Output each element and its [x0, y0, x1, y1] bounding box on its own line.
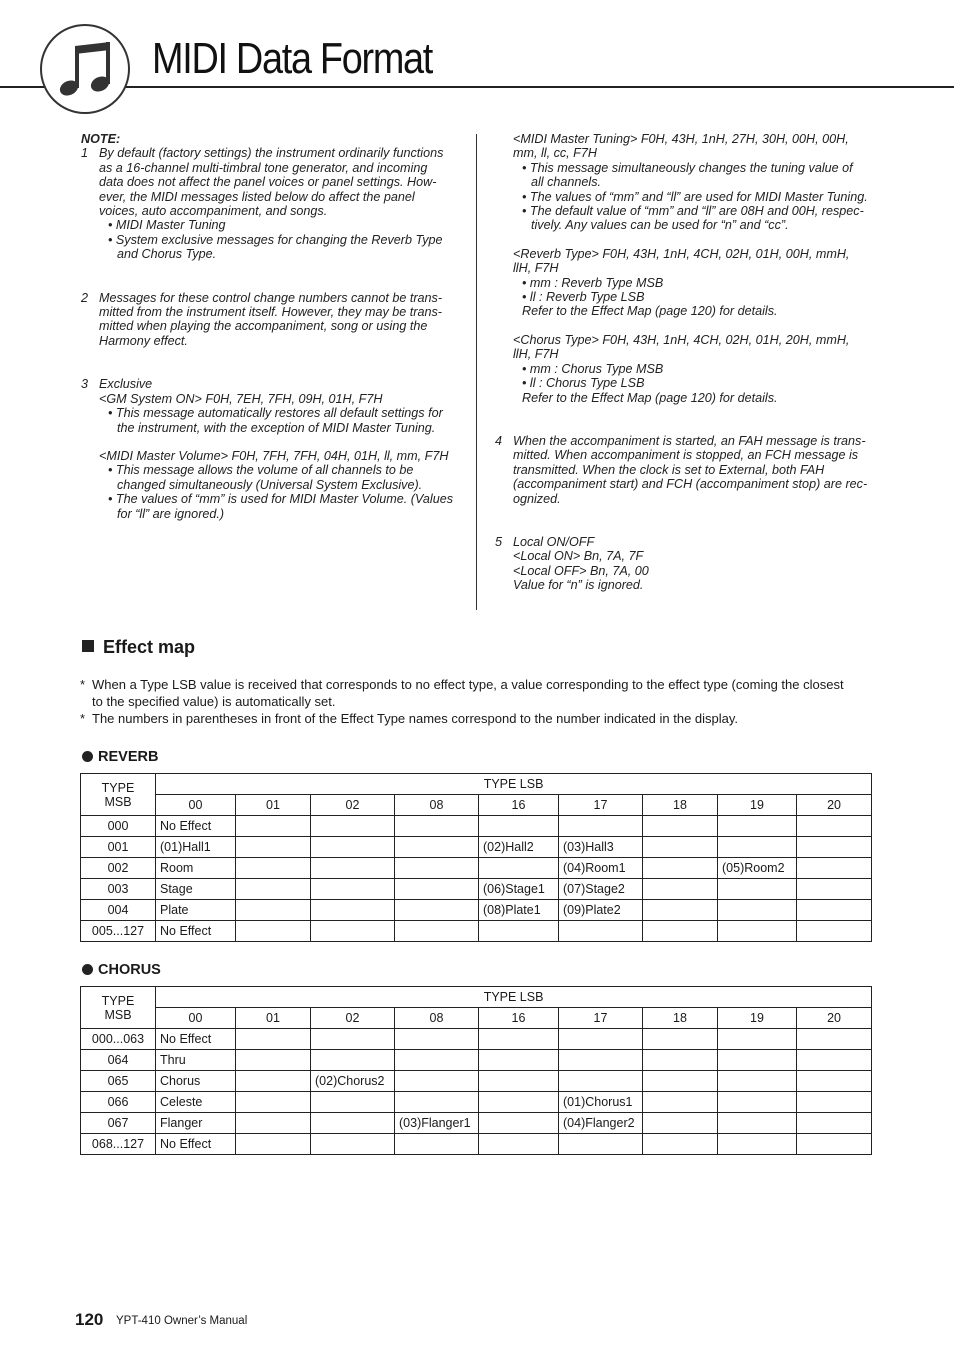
note-line: <Reverb Type> F0H, 43H, 1nH, 4CH, 02H, 01H, 00H, mmH, [513, 246, 850, 261]
effect-cell [797, 900, 872, 921]
lsb-column-header: 01 [236, 795, 311, 816]
note-2 [81, 291, 461, 349]
chorus-subheading [82, 962, 161, 978]
msb-cell: 005...127 [81, 921, 156, 942]
effect-cell [559, 1071, 643, 1092]
msb-cell: 000 [81, 816, 156, 837]
footnote-2 [80, 710, 880, 727]
effect-cell [395, 879, 479, 900]
page-title: MIDI Data Format [152, 34, 433, 83]
effect-cell [718, 1134, 797, 1155]
effect-cell: (04)Room1 [559, 858, 643, 879]
effect-cell: (04)Flanger2 [559, 1113, 643, 1134]
note-line: <Local ON> Bn, 7A, 7F [513, 549, 644, 564]
msb-cell: 064 [81, 1050, 156, 1071]
effect-cell [718, 1113, 797, 1134]
type-msb-line: MSB [104, 794, 132, 809]
effect-cell: (02)Hall2 [479, 837, 559, 858]
note-number: 2 [81, 290, 89, 305]
reverb-table [80, 773, 872, 942]
lsb-column-header: 18 [643, 1008, 718, 1029]
lsb-column-header: 02 [311, 1008, 395, 1029]
effect-cell [718, 879, 797, 900]
note-number: 1 [81, 146, 89, 161]
effect-cell [718, 900, 797, 921]
effect-cell: (07)Stage2 [559, 879, 643, 900]
table-row [81, 900, 872, 921]
note-bullet: • ll : Reverb Type LSB [522, 290, 645, 305]
effect-cell [643, 837, 718, 858]
msb-cell: 002 [81, 858, 156, 879]
effect-map-heading [82, 637, 195, 658]
column-divider [476, 134, 477, 610]
effect-cell [236, 837, 311, 858]
table-row [81, 1134, 872, 1155]
note-bullet: • The default value of “mm” and “ll” are 08H and 00H, respec- [522, 204, 864, 219]
effect-cell: No Effect [156, 1029, 236, 1050]
note-bullet: • The values of “mm” is used for MIDI Master Volume. (Values [108, 492, 454, 507]
note-line: <MIDI Master Volume> F0H, 7FH, 7FH, 04H, 01H, ll, mm, F7H [99, 448, 449, 463]
lsb-column-header: 20 [797, 1008, 872, 1029]
effect-cell [643, 900, 718, 921]
effect-cell: (03)Flanger1 [395, 1113, 479, 1134]
effect-cell [311, 1113, 395, 1134]
effect-cell [643, 879, 718, 900]
type-msb-header [81, 987, 156, 1029]
effect-cell [236, 879, 311, 900]
effect-cell [718, 1092, 797, 1113]
note-3 [81, 377, 461, 521]
lsb-column-header: 00 [156, 795, 236, 816]
note-line: mitted when playing the accompaniment, song or using the [99, 319, 428, 334]
note-line: ognized. [513, 491, 561, 506]
effect-map-footnotes [80, 676, 880, 727]
effect-cell [236, 1050, 311, 1071]
effect-cell: Room [156, 858, 236, 879]
note-line: Refer to the Effect Map (page 120) for details. [522, 304, 778, 319]
page-number: 120 [75, 1310, 104, 1329]
bullet-dot-icon [82, 964, 93, 975]
effect-cell [479, 858, 559, 879]
note-number: 5 [495, 534, 503, 549]
table-row [81, 1113, 872, 1134]
table-row [81, 1050, 872, 1071]
msb-cell: 068...127 [81, 1134, 156, 1155]
asterisk: * [80, 711, 86, 726]
note-line: llH, F7H [513, 261, 559, 276]
note-line: tively. Any values can be used for “n” and “cc”. [531, 218, 789, 233]
table-row [81, 1029, 872, 1050]
effect-cell [797, 1050, 872, 1071]
note-line: <Local OFF> Bn, 7A, 00 [513, 563, 649, 578]
effect-cell [395, 1029, 479, 1050]
msb-cell: 066 [81, 1092, 156, 1113]
note-line: Local ON/OFF [513, 534, 595, 549]
effect-cell [236, 900, 311, 921]
table-row [81, 837, 872, 858]
effect-cell [643, 1113, 718, 1134]
note-line: mitted. When accompaniment is stopped, an FCH message is [513, 448, 859, 463]
chorus-table [80, 986, 872, 1155]
lsb-column-header: 18 [643, 795, 718, 816]
effect-cell: Chorus [156, 1071, 236, 1092]
effect-cell: No Effect [156, 1134, 236, 1155]
effect-cell [395, 858, 479, 879]
effect-cell: Stage [156, 879, 236, 900]
effect-cell: (08)Plate1 [479, 900, 559, 921]
effect-cell [236, 1092, 311, 1113]
effect-cell [395, 1050, 479, 1071]
table-row [81, 879, 872, 900]
effect-cell [479, 1092, 559, 1113]
note-line: When the accompaniment is started, an FAH message is trans- [513, 433, 866, 448]
note-line: transmitted. When the clock is set to External, both FAH [513, 462, 825, 477]
effect-cell [311, 1134, 395, 1155]
note-line: Refer to the Effect Map (page 120) for details. [522, 390, 778, 405]
note-line: Exclusive [99, 377, 153, 392]
effect-cell: (09)Plate2 [559, 900, 643, 921]
note-line: Harmony effect. [99, 333, 188, 348]
effect-cell: Thru [156, 1050, 236, 1071]
table-row [81, 921, 872, 942]
effect-cell: No Effect [156, 921, 236, 942]
table-header-row [81, 795, 872, 816]
msb-cell: 004 [81, 900, 156, 921]
effect-cell [797, 1113, 872, 1134]
effect-cell [559, 1134, 643, 1155]
effect-cell: (06)Stage1 [479, 879, 559, 900]
effect-cell [311, 921, 395, 942]
effect-cell [311, 1092, 395, 1113]
note-line: By default (factory settings) the instrument ordinarily functions [99, 146, 444, 161]
note-line: mm, ll, cc, F7H [513, 146, 597, 161]
effect-cell [718, 1029, 797, 1050]
reverb-subheading [82, 749, 158, 765]
type-msb-line: TYPE [101, 780, 135, 795]
note-bullet: • The values of “mm” and “ll” are used for MIDI Master Tuning. [522, 189, 868, 204]
note-line: mitted from the instrument itself. However, they may be trans- [99, 305, 442, 320]
note-bullet: • MIDI Master Tuning [108, 218, 226, 233]
lsb-column-header: 00 [156, 1008, 236, 1029]
note-bullet: • System exclusive messages for changing the Reverb Type [108, 232, 443, 247]
effect-cell [559, 816, 643, 837]
footnote-line: The numbers in parentheses in front of the Effect Type names correspond to the number indicated in the display. [92, 711, 739, 726]
manual-name: YPT-410 Owner’s Manual [116, 1315, 248, 1327]
effect-cell [236, 1029, 311, 1050]
effect-cell [311, 858, 395, 879]
note-bullet: • This message automatically restores all default settings for [108, 406, 443, 421]
table-header-row [81, 987, 872, 1008]
bullet-dot-icon [82, 751, 93, 762]
effect-cell [311, 1050, 395, 1071]
table-row [81, 858, 872, 879]
effect-cell [559, 1029, 643, 1050]
effect-cell [718, 921, 797, 942]
type-lsb-header: TYPE LSB [156, 987, 872, 1008]
effect-cell [718, 816, 797, 837]
effect-cell [395, 816, 479, 837]
msb-cell: 067 [81, 1113, 156, 1134]
note-bullet: • This message allows the volume of all channels to be [108, 463, 414, 478]
lsb-column-header: 19 [718, 1008, 797, 1029]
effect-cell [643, 1029, 718, 1050]
note-line: for “ll” are ignored.) [117, 506, 225, 521]
note-line: llH, F7H [513, 347, 559, 362]
effect-cell [643, 816, 718, 837]
table-row [81, 1071, 872, 1092]
effect-cell: No Effect [156, 816, 236, 837]
effect-map-title: Effect map [103, 637, 196, 657]
effect-cell [236, 921, 311, 942]
note-4 [495, 434, 885, 506]
note-line: (accompaniment start) and FCH (accompaniment stop) are rec- [513, 477, 868, 492]
effect-cell [479, 1113, 559, 1134]
effect-cell [236, 816, 311, 837]
effect-cell [236, 1134, 311, 1155]
effect-cell [479, 1134, 559, 1155]
note-line: the instrument, with the exception of MIDI Master Tuning. [117, 420, 436, 435]
effect-cell [395, 921, 479, 942]
note-bullet: • ll : Chorus Type LSB [522, 376, 645, 391]
effect-cell [311, 1029, 395, 1050]
note-bullet: • mm : Reverb Type MSB [522, 275, 664, 290]
table-header-row [81, 774, 872, 795]
effect-cell [236, 1113, 311, 1134]
reverb-label: REVERB [98, 749, 159, 765]
msb-cell: 003 [81, 879, 156, 900]
effect-cell [311, 879, 395, 900]
effect-cell [797, 921, 872, 942]
effect-cell [797, 879, 872, 900]
effect-cell: (02)Chorus2 [311, 1071, 395, 1092]
effect-cell [559, 921, 643, 942]
effect-cell: (03)Hall3 [559, 837, 643, 858]
effect-cell [479, 816, 559, 837]
note-5 [495, 535, 885, 593]
notes-left-column [81, 132, 461, 521]
note-line: Messages for these control change numbers cannot be trans- [99, 290, 443, 305]
note-bullet: • mm : Chorus Type MSB [522, 361, 664, 376]
type-msb-header [81, 774, 156, 816]
effect-cell [395, 1071, 479, 1092]
note-line: <GM System ON> F0H, 7EH, 7FH, 09H, 01H, F7H [99, 391, 383, 406]
effect-cell [395, 837, 479, 858]
effect-cell [643, 1134, 718, 1155]
note-bullet: • This message simultaneously changes the tuning value of [522, 160, 853, 175]
effect-cell: Plate [156, 900, 236, 921]
effect-cell [797, 1134, 872, 1155]
effect-cell [797, 1071, 872, 1092]
effect-cell [718, 837, 797, 858]
lsb-column-header: 02 [311, 795, 395, 816]
effect-cell [643, 1050, 718, 1071]
lsb-column-header: 19 [718, 795, 797, 816]
effect-cell: Celeste [156, 1092, 236, 1113]
lsb-column-header: 17 [559, 795, 643, 816]
effect-cell [311, 900, 395, 921]
table-header-row [81, 1008, 872, 1029]
effect-cell [718, 1050, 797, 1071]
note-line: ever, the MIDI messages listed below do affect the panel [99, 189, 415, 204]
music-note-icon [40, 24, 130, 114]
effect-cell [395, 1134, 479, 1155]
note-label: NOTE: [81, 132, 121, 146]
note-bullet: and Chorus Type. [117, 247, 217, 262]
note-number: 4 [495, 433, 503, 448]
effect-cell [643, 858, 718, 879]
effect-cell [311, 837, 395, 858]
effect-cell [479, 921, 559, 942]
footnote-1 [80, 676, 880, 710]
note-line: <MIDI Master Tuning> F0H, 43H, 1nH, 27H, 30H, 00H, 00H, [513, 132, 849, 146]
effect-cell: (05)Room2 [718, 858, 797, 879]
effect-cell [559, 1050, 643, 1071]
note-line: <Chorus Type> F0H, 43H, 1nH, 4CH, 02H, 01H, 20H, mmH, [513, 332, 850, 347]
chorus-label: CHORUS [98, 962, 161, 978]
note-line: all channels. [531, 175, 602, 190]
msb-cell: 000...063 [81, 1029, 156, 1050]
effect-cell [643, 1071, 718, 1092]
header-rule [0, 86, 954, 88]
effect-cell [643, 1092, 718, 1113]
note-line: as a 16-channel multi-timbral tone generator, and incoming [99, 160, 428, 175]
effect-cell [236, 1071, 311, 1092]
type-msb-line: TYPE [101, 993, 135, 1008]
effect-cell [479, 1029, 559, 1050]
asterisk: * [80, 677, 86, 692]
lsb-column-header: 16 [479, 795, 559, 816]
effect-cell: (01)Hall1 [156, 837, 236, 858]
lsb-column-header: 01 [236, 1008, 311, 1029]
effect-cell [311, 816, 395, 837]
lsb-column-header: 08 [395, 1008, 479, 1029]
effect-cell [236, 858, 311, 879]
msb-cell: 001 [81, 837, 156, 858]
effect-cell [479, 1050, 559, 1071]
effect-cell [797, 858, 872, 879]
type-lsb-header: TYPE LSB [156, 774, 872, 795]
effect-cell [797, 1092, 872, 1113]
effect-cell [718, 1071, 797, 1092]
note-number: 3 [81, 377, 89, 392]
footnote-line: When a Type LSB value is received that corresponds to no effect type, a value corresponding to the effect type (coming the closest [92, 677, 844, 692]
footnote-line: to the specified value) is automatically set. [92, 694, 336, 709]
effect-cell [797, 837, 872, 858]
effect-cell [797, 1029, 872, 1050]
note-line: data does not affect the panel voices or panel settings. How- [99, 175, 437, 190]
notes-right-column [495, 132, 885, 593]
note-1 [81, 146, 461, 261]
table-row [81, 1092, 872, 1113]
lsb-column-header: 08 [395, 795, 479, 816]
note-line: changed simultaneously (Universal System Exclusive). [117, 477, 423, 492]
msb-cell: 065 [81, 1071, 156, 1092]
lsb-column-header: 16 [479, 1008, 559, 1029]
effect-cell: Flanger [156, 1113, 236, 1134]
square-bullet-icon [82, 640, 94, 652]
note-line: voices, auto accompaniment, and songs. [99, 204, 328, 219]
type-msb-line: MSB [104, 1007, 132, 1022]
effect-cell [643, 921, 718, 942]
effect-cell [797, 816, 872, 837]
effect-cell: (01)Chorus1 [559, 1092, 643, 1113]
note-line: Value for “n” is ignored. [513, 578, 644, 593]
table-row [81, 816, 872, 837]
effect-cell [479, 1071, 559, 1092]
lsb-column-header: 17 [559, 1008, 643, 1029]
effect-cell [395, 900, 479, 921]
effect-cell [395, 1092, 479, 1113]
lsb-column-header: 20 [797, 795, 872, 816]
